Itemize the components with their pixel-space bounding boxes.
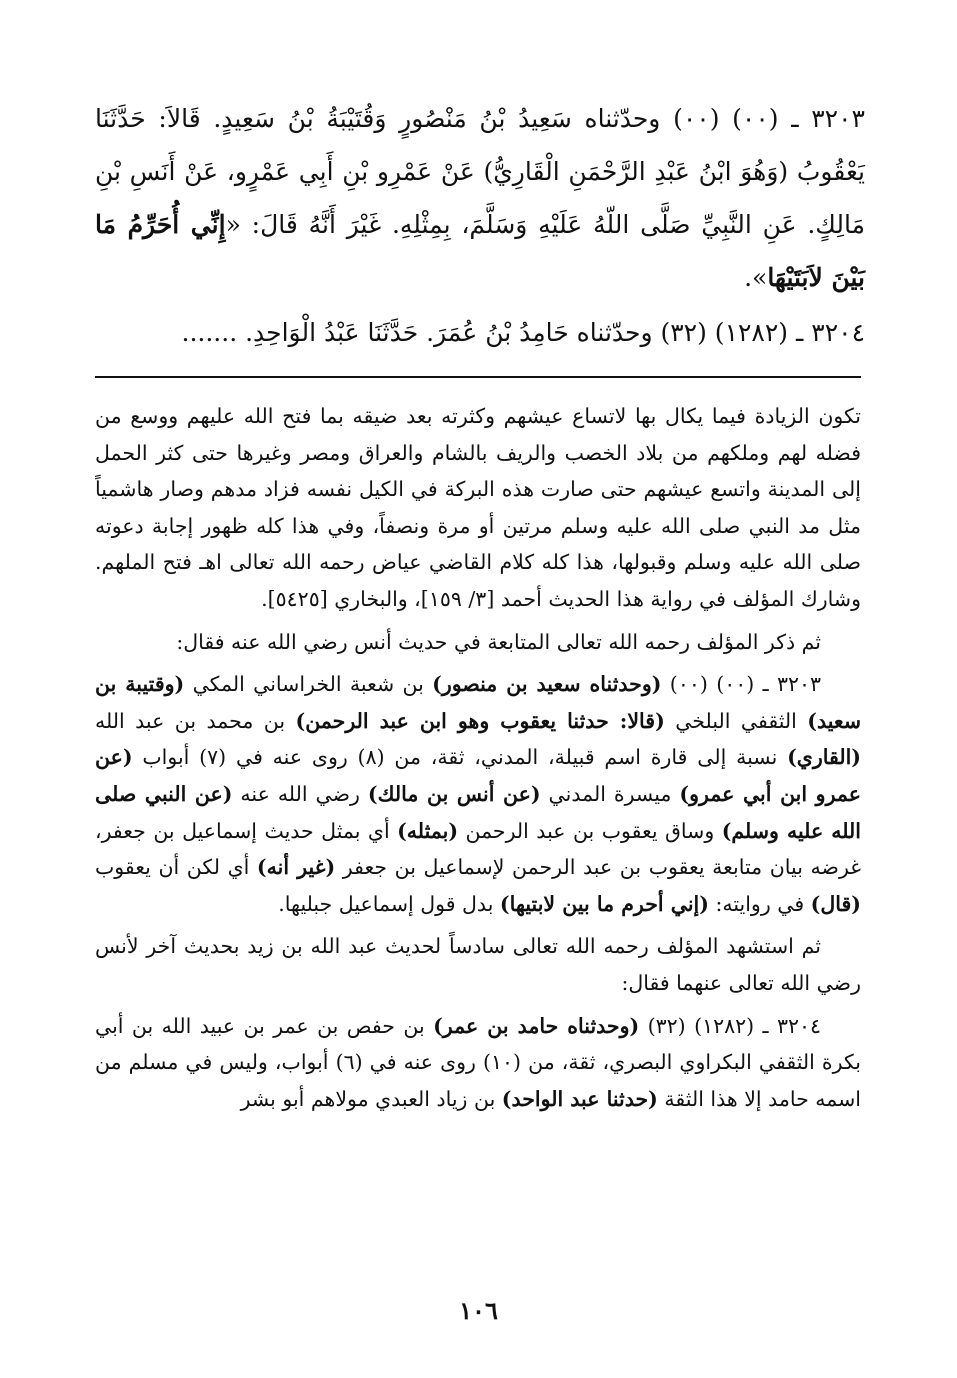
commentary-paragraph-2: ثم ذكر المؤلف رحمه الله تعالى المتابعة في حديث أنس رضي الله عنه فقال:: [176, 629, 821, 654]
hadith-3203-matn: ٣٢٠٣ ـ (٠٠) (٠٠) وحدّثناه سَعِيدُ بْنُ مَنْصُورٍ وَقُتَيْبَةُ بْنُ سَعِيدٍ. قَالاَ: حَدَّثَنَا يَعْقُوبُ (وَهُوَ ابْنُ عَبْدِ الرَّحْمَنِ الْقَارِيُّ) عَنْ عَمْرِو بْنِ أَبِي عَمْرٍو، عَنْ أَنَسِ بْنِ مَالِكٍ. عَنِ النَّبِيِّ صَلَّى اللّهُ عَلَيْهِ وَسَلَّمَ، بِمِثْلِهِ. غَيْرَ أَنَّهُ قَالَ: «إِنِّي أُحَرِّمُ مَا بَيْنَ لاَبَتَيْهَا».: [95, 104, 865, 292]
commentary-section: [95, 398, 861, 1117]
commentary-paragraph-1: تكون الزيادة فيما يكال بها لاتساع عيشهم وكثرته بعد ضيقه بما فتح الله عليهم ووسع من فضله لهم وملكهم من بلاد الخصب والريف بالشام والعراق ومصر وغيرها حتى كثر الحمل إلى المدينة واتسع عيشهم حتى صارت هذه البركة في الكيل نفسه فزاد مدهم وصار هاشمياً مثل مد النبي صلى الله عليه وسلم مرتين أو مرة ونصفاً، وفي هذا كله ظهور إجابة دعوته صلى الله عليه وسلم وقبولها، هذا كله كلام القاضي عياض رحمه الله تعالى اهـ فتح الملهم. وشارك المؤلف في رواية هذا الحديث أحمد [٣/ ١٥٩]، والبخاري [٥٤٢٥].: [95, 404, 861, 611]
commentary-paragraph-5: ٣٢٠٤ ـ (١٢٨٢) (٣٢) (وحدثناه حامد بن عمر) بن حفص بن عمر بن عبيد الله بن أبي بكرة الثقفي البكراوي البصري، ثقة، من (١٠) روى عنه في (٦) أبواب، وليس في مسلم من اسمه حامد إلا هذا الثقة (حدثنا عبد الواحد) بن زياد العبدي مولاهم أبو بشر: [95, 1013, 862, 1111]
hadith-3204-matn: ٣٢٠٤ ـ (١٢٨٢) (٣٢) وحدّثناه حَامِدُ بْنُ عُمَرَ. حَدَّثَنَا عَبْدُ الْوَاحِدِ. .......: [181, 318, 865, 347]
commentary-paragraph-4: ثم استشهد المؤلف رحمه الله تعالى سادساً لحديث عبد الله بن زيد بحديث آخر لأنس رضي الله تعالى عنهما فقال:: [95, 934, 861, 995]
hadith-quote-bold: إِنِّي أُحَرِّمُ مَا بَيْنَ لاَبَتَيْهَا: [95, 210, 865, 292]
page-number: ١٠٦: [459, 1296, 498, 1325]
matn-section: [95, 92, 865, 359]
hadith-text-block: [95, 92, 865, 359]
commentary-paragraph-3: ٣٢٠٣ ـ (٠٠) (٠٠) (وحدثناه سعيد بن منصور) بن شعبة الخراساني المكي (وقتيبة بن سعيد) الثقفي البلخي (قالا: حدثنا يعقوب وهو ابن عبد الرحمن) بن محمد بن عبد الله (القاري) نسبة إلى قارة اسم قبيلة، المدني، ثقة، من (٨) روى عنه في (٧) أبواب (عن عمرو ابن أبي عمرو) ميسرة المدني (عن أنس بن مالك) رضي الله عنه (عن النبي صلى الله عليه وسلم) وساق يعقوب بن عبد الرحمن (بمثله) أي بمثل حديث إسماعيل بن جعفر، غرضه بيان متابعة يعقوب بن عبد الرحمن لإسماعيل بن جعفر (غير أنه) أي لكن أن يعقوب (قال) في روايته: (إني أحرم ما بين لابتيها) بدل قول إسماعيل جبليها.: [95, 672, 861, 916]
footnote-divider: [95, 376, 861, 378]
